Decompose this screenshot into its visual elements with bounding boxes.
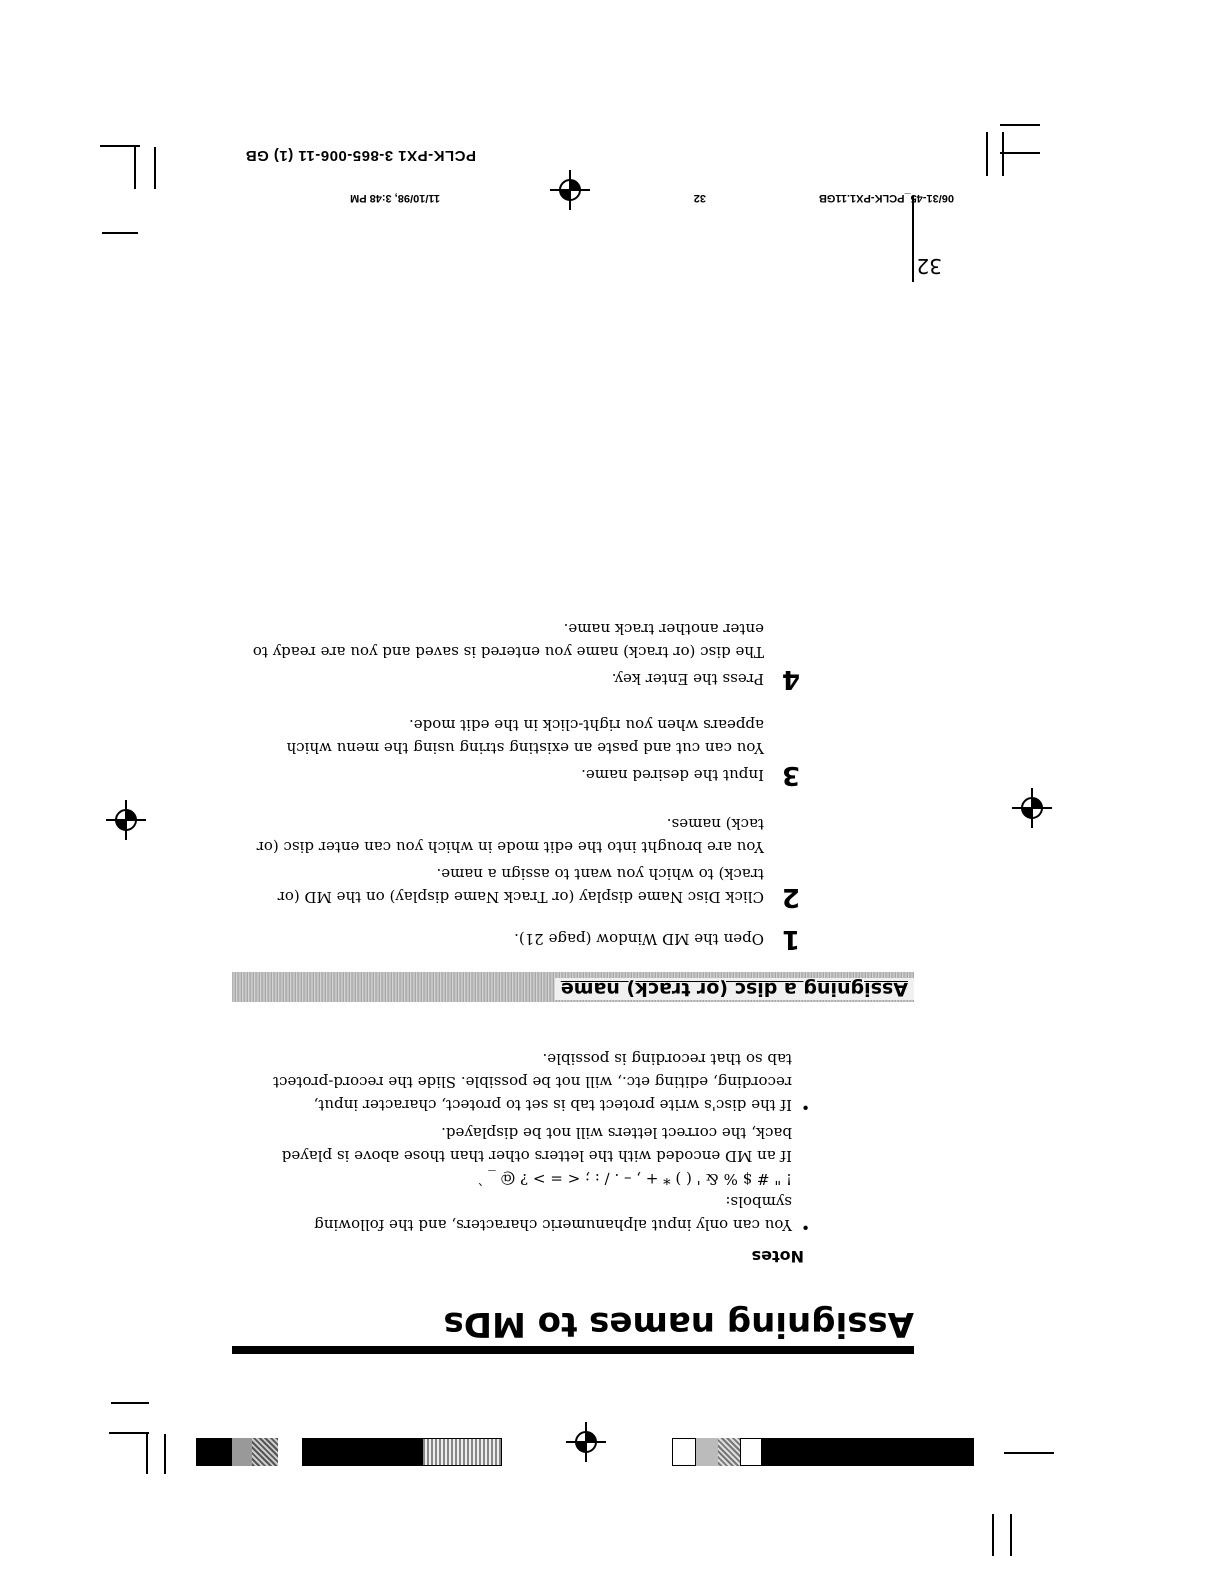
note-line: symbols: bbox=[725, 1193, 792, 1211]
step-heading: track) to which you want to assign a name. bbox=[436, 865, 764, 883]
bullet-icon: • bbox=[801, 1218, 810, 1236]
step-detail: enter another track name. bbox=[563, 620, 764, 638]
crop-mark bbox=[1000, 124, 1040, 126]
step-heading: Click Disc Name display (or Track Name display) on the MD (or bbox=[277, 888, 764, 906]
crop-mark bbox=[1004, 1452, 1054, 1454]
note-line: If an MD encoded with the letters other than those above is played bbox=[281, 1147, 792, 1165]
date-time: 11/10/98, 3:48 PM bbox=[350, 192, 440, 204]
crop-mark bbox=[154, 147, 156, 189]
note-item bbox=[281, 1121, 810, 1236]
crop-mark bbox=[134, 147, 136, 189]
crop-mark bbox=[1010, 1514, 1012, 1556]
center-number: 32 bbox=[693, 192, 706, 204]
registration-mark-icon bbox=[550, 170, 590, 210]
note-line: ! " # $ % & ' ( ) * + , – . / : ; < = > ? @ _ ` bbox=[475, 1170, 792, 1188]
step-number: 1 bbox=[781, 924, 800, 954]
step-heading: Press the Enter key. bbox=[611, 670, 764, 688]
crop-mark bbox=[100, 145, 140, 147]
note-line: back, the correct letters will not be displayed. bbox=[441, 1124, 792, 1142]
document-code: PCLK-PX1 3-865-006-11 (1) GB bbox=[245, 147, 476, 164]
note-item bbox=[273, 1047, 810, 1116]
step-detail: tack) names. bbox=[666, 815, 764, 833]
registration-mark-icon bbox=[1012, 788, 1052, 828]
title-rule bbox=[232, 1346, 914, 1354]
crop-mark bbox=[1002, 132, 1004, 176]
crop-mark bbox=[986, 132, 988, 176]
section-header-bar bbox=[232, 972, 914, 1002]
crop-mark bbox=[111, 1402, 149, 1404]
crop-mark bbox=[109, 1432, 149, 1434]
crop-mark bbox=[992, 1514, 994, 1556]
color-bar bbox=[196, 1438, 502, 1466]
page-number: 32 bbox=[916, 254, 942, 278]
step-detail: You are brought into the edit mode in which you can enter disc (or bbox=[256, 838, 764, 856]
step-detail: You can cut and paste an existing string using the menu which bbox=[286, 739, 764, 757]
crop-mark bbox=[102, 232, 138, 234]
step-number: 4 bbox=[781, 664, 800, 694]
step-heading: Input the desired name. bbox=[581, 766, 764, 784]
registration-mark-icon bbox=[106, 800, 146, 840]
step-number: 3 bbox=[781, 760, 800, 790]
note-line: If the disc's write protect tab is set to protect, character input, bbox=[313, 1096, 792, 1114]
step-1 bbox=[514, 924, 800, 954]
step-2 bbox=[256, 812, 800, 912]
bullet-icon: • bbox=[801, 1098, 810, 1116]
step-detail: appears when you right-click in the edit mode. bbox=[408, 716, 764, 734]
step-detail: The disc (or track) name you entered is saved and you are ready to bbox=[252, 643, 764, 661]
crop-mark bbox=[1000, 152, 1040, 154]
step-number: 2 bbox=[781, 882, 800, 912]
step-3 bbox=[286, 713, 800, 790]
notes-label: Notes bbox=[751, 1247, 804, 1266]
crop-mark bbox=[146, 1434, 148, 1474]
registration-mark-icon bbox=[566, 1422, 606, 1462]
step-4 bbox=[252, 617, 800, 694]
header-rule bbox=[912, 196, 914, 282]
note-line: recording, editing etc., will not be possible. Slide the record-protect bbox=[273, 1073, 792, 1091]
note-line: tab so that recording is possible. bbox=[542, 1050, 792, 1068]
step-heading: Open the MD Window (page 21). bbox=[514, 930, 764, 948]
page-title: Assigning names to MDs bbox=[443, 1304, 914, 1344]
file-info: 06/31-45_PCLK-PX1.11GB bbox=[818, 192, 954, 204]
section-title: Assigning a disc (or track) name bbox=[555, 978, 914, 1000]
note-line: You can only input alphanumeric characters, and the following bbox=[314, 1216, 792, 1234]
color-bar bbox=[672, 1438, 974, 1466]
crop-mark bbox=[164, 1434, 166, 1474]
